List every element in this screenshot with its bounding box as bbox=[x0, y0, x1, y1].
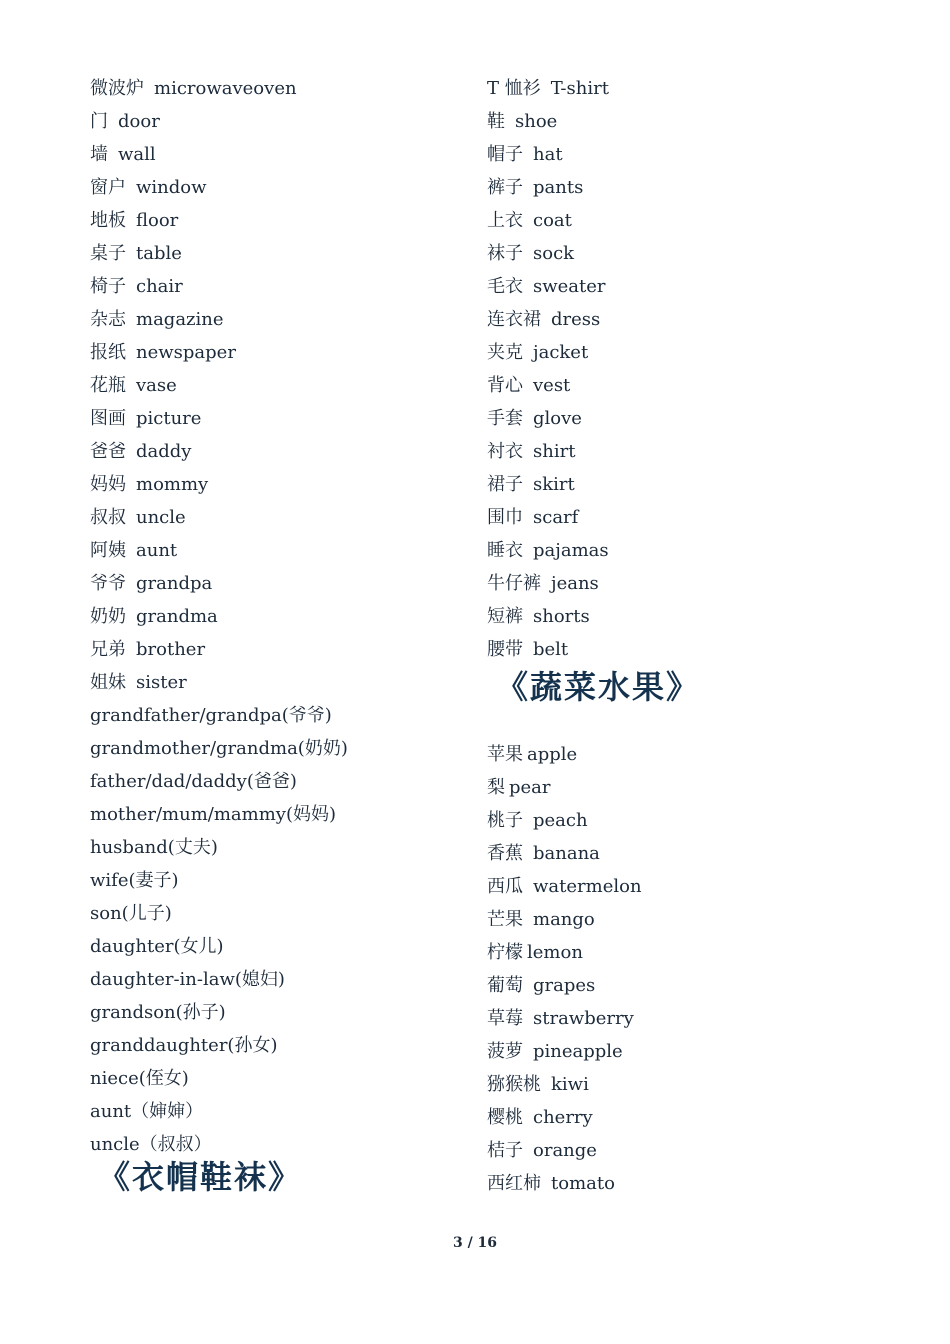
vocab-item bbox=[90, 171, 470, 204]
clothing-item-english: T-shirt bbox=[550, 78, 609, 99]
family-term: grandmother/grandma(奶奶) bbox=[90, 738, 348, 759]
fruit-item bbox=[487, 969, 887, 1002]
vocab-item-english: door bbox=[118, 111, 160, 132]
vocab-item bbox=[90, 600, 470, 633]
vocab-item-chinese: 奶奶 bbox=[90, 606, 126, 627]
vocab-item-english: wall bbox=[118, 144, 156, 165]
fruit-item-chinese: 芒果 bbox=[487, 909, 523, 930]
vocab-item bbox=[90, 567, 470, 600]
vocab-item-english: aunt bbox=[136, 540, 178, 561]
clothing-section-heading: 《衣帽鞋袜》 bbox=[98, 1158, 303, 1196]
fruit-item-english: watermelon bbox=[533, 876, 642, 897]
clothing-item bbox=[487, 204, 887, 237]
family-term: niece(侄女) bbox=[90, 1068, 189, 1089]
family-term: granddaughter(孙女) bbox=[90, 1035, 278, 1056]
family-term: wife(妻子) bbox=[90, 870, 179, 891]
vocab-item bbox=[90, 435, 470, 468]
family-term: father/dad/daddy(爸爸) bbox=[90, 771, 297, 792]
fruit-item-chinese: 苹果 bbox=[487, 744, 523, 765]
clothing-item bbox=[487, 600, 887, 633]
fruit-item-english: tomato bbox=[551, 1173, 615, 1194]
vocab-item bbox=[90, 72, 470, 105]
vocab-item bbox=[90, 336, 470, 369]
vocab-item-chinese: 杂志 bbox=[90, 309, 126, 330]
vocab-item-english: magazine bbox=[136, 309, 224, 330]
fruit-item-english: banana bbox=[533, 843, 600, 864]
left-column bbox=[90, 72, 470, 1161]
clothing-item-chinese: 手套 bbox=[487, 408, 523, 429]
fruit-item-english: grapes bbox=[533, 975, 596, 996]
clothing-item-chinese: 袜子 bbox=[487, 243, 523, 264]
vocab-item-chinese: 叔叔 bbox=[90, 507, 126, 528]
clothing-item bbox=[487, 501, 887, 534]
clothing-item-english: skirt bbox=[533, 474, 575, 495]
fruit-item bbox=[487, 837, 887, 870]
clothing-item-chinese: 夹克 bbox=[487, 342, 523, 363]
vocab-item bbox=[90, 402, 470, 435]
clothing-item bbox=[487, 468, 887, 501]
vocab-item-english: microwaveoven bbox=[154, 78, 297, 99]
page-number: 3 / 16 bbox=[452, 1235, 498, 1251]
fruits-vocab-list bbox=[487, 738, 887, 1200]
vocab-item-chinese: 图画 bbox=[90, 408, 126, 429]
vocab-item-english: floor bbox=[136, 210, 179, 231]
clothing-item-chinese: T 恤衫 bbox=[487, 78, 541, 99]
clothing-item-english: sock bbox=[533, 243, 575, 264]
fruit-item-english: lemon bbox=[527, 942, 583, 963]
vocab-item-chinese: 椅子 bbox=[90, 276, 126, 297]
clothing-item-chinese: 牛仔裤 bbox=[487, 573, 541, 594]
vocab-item-english: picture bbox=[136, 408, 202, 429]
fruit-item-english: strawberry bbox=[533, 1008, 634, 1029]
vocab-item-english: grandma bbox=[136, 606, 218, 627]
clothing-item-chinese: 背心 bbox=[487, 375, 523, 396]
vocab-item bbox=[90, 204, 470, 237]
clothing-item-chinese: 围巾 bbox=[487, 507, 523, 528]
vocab-item-chinese: 微波炉 bbox=[90, 78, 144, 99]
fruit-item-english: cherry bbox=[533, 1107, 593, 1128]
fruit-item-english: peach bbox=[533, 810, 588, 831]
fruit-item bbox=[487, 1101, 887, 1134]
vocab-item bbox=[90, 237, 470, 270]
clothing-item-chinese: 短裤 bbox=[487, 606, 523, 627]
vocab-item-english: chair bbox=[136, 276, 183, 297]
clothing-item-english: belt bbox=[533, 639, 569, 660]
fruit-item-english: pineapple bbox=[533, 1041, 623, 1062]
vocab-item-chinese: 报纸 bbox=[90, 342, 126, 363]
vocab-item-chinese: 姐妹 bbox=[90, 672, 126, 693]
vocab-item-english: mommy bbox=[136, 474, 209, 495]
fruit-item-chinese: 柠檬 bbox=[487, 942, 523, 963]
family-term: daughter-in-law(媳妇) bbox=[90, 969, 285, 990]
clothing-item-english: pajamas bbox=[533, 540, 609, 561]
fruit-item-chinese: 猕猴桃 bbox=[487, 1074, 541, 1095]
clothing-item-english: pants bbox=[533, 177, 584, 198]
vocab-item bbox=[90, 303, 470, 336]
clothing-item bbox=[487, 72, 887, 105]
fruit-item bbox=[487, 1068, 887, 1101]
vocab-item-english: sister bbox=[136, 672, 187, 693]
fruit-item-english: pear bbox=[509, 777, 551, 798]
clothing-item-chinese: 腰带 bbox=[487, 639, 523, 660]
fruit-item bbox=[487, 1035, 887, 1068]
vocab-item-chinese: 爷爷 bbox=[90, 573, 126, 594]
clothing-item-english: dress bbox=[551, 309, 601, 330]
vocab-item-chinese: 桌子 bbox=[90, 243, 126, 264]
clothing-item-english: jacket bbox=[533, 342, 589, 363]
clothing-item bbox=[487, 105, 887, 138]
clothing-item bbox=[487, 402, 887, 435]
clothing-item-chinese: 毛衣 bbox=[487, 276, 523, 297]
clothing-item-chinese: 睡衣 bbox=[487, 540, 523, 561]
household-vocab-list bbox=[90, 72, 470, 699]
clothing-item-chinese: 上衣 bbox=[487, 210, 523, 231]
fruit-item bbox=[487, 771, 887, 804]
vocab-item-english: newspaper bbox=[136, 342, 236, 363]
fruit-item-english: mango bbox=[533, 909, 595, 930]
fruit-item bbox=[487, 936, 887, 969]
clothing-vocab-list bbox=[487, 72, 887, 666]
fruit-item-english: orange bbox=[533, 1140, 597, 1161]
fruit-item bbox=[487, 1134, 887, 1167]
clothing-item bbox=[487, 303, 887, 336]
clothing-item-english: jeans bbox=[551, 573, 599, 594]
fruit-item-chinese: 桃子 bbox=[487, 810, 523, 831]
vocab-item-english: brother bbox=[136, 639, 206, 660]
clothing-item bbox=[487, 270, 887, 303]
fruits-section-heading: 《蔬菜水果》 bbox=[496, 668, 701, 706]
vocab-item-english: window bbox=[136, 177, 207, 198]
clothing-item-chinese: 裤子 bbox=[487, 177, 523, 198]
clothing-item bbox=[487, 237, 887, 270]
vocab-item-chinese: 妈妈 bbox=[90, 474, 126, 495]
family-term: mother/mum/mammy(妈妈) bbox=[90, 804, 336, 825]
vocab-item bbox=[90, 501, 470, 534]
vocab-item bbox=[90, 105, 470, 138]
family-terms-list bbox=[90, 699, 470, 1161]
vocab-item bbox=[90, 270, 470, 303]
vocab-item-chinese: 窗户 bbox=[90, 177, 126, 198]
fruit-item bbox=[487, 1002, 887, 1035]
fruit-item-english: apple bbox=[527, 744, 578, 765]
clothing-item bbox=[487, 171, 887, 204]
vocab-item bbox=[90, 369, 470, 402]
clothing-item-english: vest bbox=[533, 375, 571, 396]
vocab-item-chinese: 爸爸 bbox=[90, 441, 126, 462]
clothing-item-english: coat bbox=[533, 210, 572, 231]
clothing-item-chinese: 裙子 bbox=[487, 474, 523, 495]
clothing-item bbox=[487, 336, 887, 369]
clothing-item bbox=[487, 567, 887, 600]
clothing-item bbox=[487, 435, 887, 468]
vocab-item-chinese: 阿姨 bbox=[90, 540, 126, 561]
vocab-item bbox=[90, 633, 470, 666]
clothing-item bbox=[487, 534, 887, 567]
fruit-item-chinese: 樱桃 bbox=[487, 1107, 523, 1128]
vocab-item bbox=[90, 534, 470, 567]
fruit-item bbox=[487, 1167, 887, 1200]
fruit-item-chinese: 西红柿 bbox=[487, 1173, 541, 1194]
family-term: daughter(女儿) bbox=[90, 936, 224, 957]
vocab-item-chinese: 墙 bbox=[90, 144, 108, 165]
clothing-item-chinese: 衬衣 bbox=[487, 441, 523, 462]
fruit-item-chinese: 香蕉 bbox=[487, 843, 523, 864]
vocab-item-chinese: 兄弟 bbox=[90, 639, 126, 660]
clothing-item-english: scarf bbox=[533, 507, 579, 528]
clothing-item-english: shoe bbox=[515, 111, 558, 132]
fruit-item-english: kiwi bbox=[551, 1074, 589, 1095]
fruit-item bbox=[487, 738, 887, 771]
vocab-item-chinese: 地板 bbox=[90, 210, 126, 231]
fruit-item bbox=[487, 804, 887, 837]
family-term: son(儿子) bbox=[90, 903, 172, 924]
vocab-item-english: table bbox=[136, 243, 182, 264]
fruit-item bbox=[487, 903, 887, 936]
vocab-item-english: vase bbox=[136, 375, 177, 396]
family-term: uncle（叔叔） bbox=[90, 1134, 212, 1155]
vocab-item-english: grandpa bbox=[136, 573, 213, 594]
family-term: grandson(孙子) bbox=[90, 1002, 226, 1023]
family-term: aunt（婶婶） bbox=[90, 1101, 204, 1122]
clothing-item-english: sweater bbox=[533, 276, 606, 297]
fruit-item-chinese: 葡萄 bbox=[487, 975, 523, 996]
vocab-item bbox=[90, 138, 470, 171]
vocab-item-chinese: 门 bbox=[90, 111, 108, 132]
fruit-item-chinese: 西瓜 bbox=[487, 876, 523, 897]
vocab-item-english: daddy bbox=[136, 441, 192, 462]
clothing-item-english: hat bbox=[533, 144, 563, 165]
clothing-item-chinese: 帽子 bbox=[487, 144, 523, 165]
clothing-item-english: glove bbox=[533, 408, 582, 429]
family-term: husband(丈夫) bbox=[90, 837, 218, 858]
fruit-item-chinese: 菠萝 bbox=[487, 1041, 523, 1062]
clothing-item bbox=[487, 369, 887, 402]
vocab-item bbox=[90, 666, 470, 699]
clothing-item-english: shorts bbox=[533, 606, 590, 627]
vocab-item bbox=[90, 468, 470, 501]
clothing-item-chinese: 鞋 bbox=[487, 111, 505, 132]
vocab-item-chinese: 花瓶 bbox=[90, 375, 126, 396]
fruit-item-chinese: 草莓 bbox=[487, 1008, 523, 1029]
right-column bbox=[487, 72, 887, 666]
clothing-item-chinese: 连衣裙 bbox=[487, 309, 541, 330]
clothing-item bbox=[487, 138, 887, 171]
fruit-item bbox=[487, 870, 887, 903]
fruit-item-chinese: 桔子 bbox=[487, 1140, 523, 1161]
clothing-item-english: shirt bbox=[533, 441, 576, 462]
vocab-item-english: uncle bbox=[136, 507, 186, 528]
fruit-item-chinese: 梨 bbox=[487, 777, 505, 798]
family-term: grandfather/grandpa(爷爷) bbox=[90, 705, 332, 726]
